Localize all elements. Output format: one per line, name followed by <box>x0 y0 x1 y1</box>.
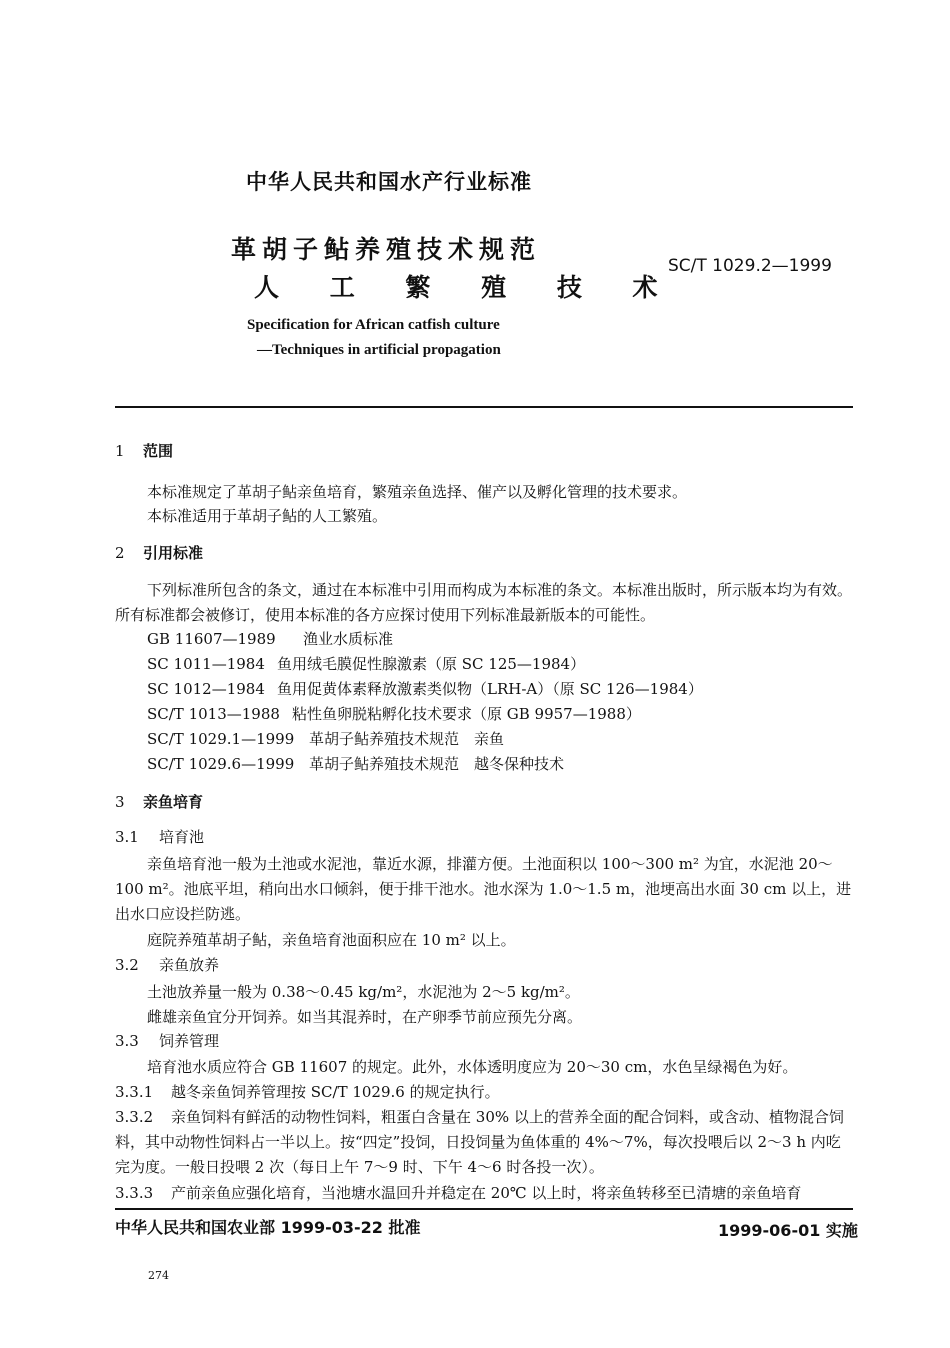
english-title-line2: —Techniques in artificial propagation <box>257 342 501 358</box>
paragraph: 亲鱼培育池一般为土池或水泥池，靠近水源，排灌方便。土池面积以 100～300 m² 为宜，水泥池 20～100 m²。池底平坦，稍向出水口倾斜，便于排干池水。池水深为 1.0～1.5 m，池埂高出水面 30 cm 以上，进出水口应设拦防逃。 <box>115 855 852 923</box>
implementation-date: 1999-06-01 实施 <box>718 1221 858 1240</box>
reference-item <box>147 627 393 652</box>
section-2-heading <box>115 542 203 563</box>
subsection-number: 3.3 <box>115 1032 139 1050</box>
clause-text: 产前亲鱼应强化培育，当池塘水温回升并稳定在 20℃ 以上时，将亲鱼转移至已清塘的亲鱼培育 <box>171 1184 802 1202</box>
subsection-3-1-heading <box>115 826 204 847</box>
subsection-number: 3.1 <box>115 828 139 846</box>
reference-title: 渔业水质标准 <box>303 630 394 648</box>
section-title: 引用标准 <box>143 544 204 562</box>
reference-code: SC 1012—1984 <box>147 680 265 698</box>
footer-divider <box>115 1208 853 1210</box>
clause-number: 3.3.1 <box>115 1083 154 1101</box>
reference-title: 鱼用绒毛膜促性腺激素（原 SC 125—1984） <box>277 655 586 673</box>
reference-code: SC 1011—1984 <box>147 655 265 673</box>
subsection-title: 饲养管理 <box>159 1032 220 1050</box>
paragraph: 土池放养量一般为 0.38～0.45 kg/m²，水泥池为 2～5 kg/m²。 <box>147 983 580 1001</box>
reference-item <box>147 727 504 752</box>
reference-title: 鱼用促黄体素释放激素类似物（LRH-A）（原 SC 126—1984） <box>277 680 703 698</box>
reference-item <box>147 677 703 702</box>
clause-3-3-2 <box>115 1105 855 1180</box>
reference-code: GB 11607—1989 <box>147 630 276 648</box>
reference-item <box>147 702 641 727</box>
section-title: 亲鱼培育 <box>143 793 204 811</box>
clause-number: 3.3.2 <box>115 1108 154 1126</box>
reference-code: SC/T 1013—1988 <box>147 705 280 723</box>
paragraph: 下列标准所包含的条文，通过在本标准中引用而构成为本标准的条文。本标准出版时，所示版本均为有效。所有标准都会被修订，使用本标准的各方应探讨使用下列标准最新版本的可能性。 <box>115 581 853 624</box>
page-number: 274 <box>148 1269 169 1282</box>
clause-number: 3.3.3 <box>115 1184 154 1202</box>
document-title-line1: 革胡子鲇养殖技术规范 <box>231 235 542 264</box>
approval-statement: 中华人民共和国农业部 1999-03-22 批准 <box>115 1218 421 1237</box>
subsection-3-3-heading <box>115 1030 219 1051</box>
section-number: 3 <box>115 793 125 811</box>
subsection-3-2-heading <box>115 954 219 975</box>
section-1-heading <box>115 440 173 461</box>
document-title-line2: 人 工 繁 殖 技 术 <box>254 273 679 302</box>
section-number: 1 <box>115 442 125 460</box>
section-number: 2 <box>115 544 125 562</box>
reference-title: 革胡子鲇养殖技术规范 亲鱼 <box>309 730 505 748</box>
paragraph: 雌雄亲鱼宜分开饲养。如当其混养时，在产卵季节前应预先分离。 <box>147 1008 583 1026</box>
reference-code: SC/T 1029.1—1999 <box>147 730 295 748</box>
clause-3-3-3 <box>115 1181 801 1206</box>
standard-code: SC/T 1029.2—1999 <box>668 256 832 276</box>
subsection-title: 亲鱼放养 <box>159 956 220 974</box>
subsection-number: 3.2 <box>115 956 139 974</box>
english-title-line1: Specification for African catfish culture <box>247 317 500 333</box>
clause-text: 越冬亲鱼饲养管理按 SC/T 1029.6 的规定执行。 <box>171 1083 500 1101</box>
reference-title: 革胡子鲇养殖技术规范 越冬保种技术 <box>309 755 565 773</box>
issuing-body-title: 中华人民共和国水产行业标准 <box>246 170 532 194</box>
clause-text: 亲鱼饲料有鲜活的动物性饲料，粗蛋白含量在 30% 以上的营养全面的配合饲料，或含动、植物混合饲料，其中动物性饲料占一半以上。按“四定”投饲，日投饲量为鱼体重的 4%～7%，每次投喂后以 2～3 h 内吃完为度。一般日投喂 2 次（每日上午 7～9 时、下午 4～6 时各投一次）。 <box>115 1108 844 1176</box>
section-title: 范围 <box>143 442 174 460</box>
reference-item <box>147 652 585 677</box>
paragraph: 培育池水质应符合 GB 11607 的规定。此外，水体透明度应为 20～30 cm，水色呈绿褐色为好。 <box>147 1058 798 1076</box>
section-3-heading <box>115 791 203 812</box>
clause-3-3-1 <box>115 1080 500 1105</box>
reference-title: 粘性鱼卵脱粘孵化技术要求（原 GB 9957—1988） <box>292 705 641 723</box>
reference-item <box>147 752 564 777</box>
paragraph: 庭院养殖革胡子鲇，亲鱼培育池面积应在 10 m² 以上。 <box>147 931 516 949</box>
subsection-title: 培育池 <box>159 828 205 846</box>
paragraph: 本标准规定了革胡子鲇亲鱼培育，繁殖亲鱼选择、催产以及孵化管理的技术要求。 <box>147 483 688 501</box>
reference-code: SC/T 1029.6—1999 <box>147 755 295 773</box>
paragraph: 本标准适用于革胡子鲇的人工繁殖。 <box>147 507 388 525</box>
header-divider <box>115 406 853 408</box>
